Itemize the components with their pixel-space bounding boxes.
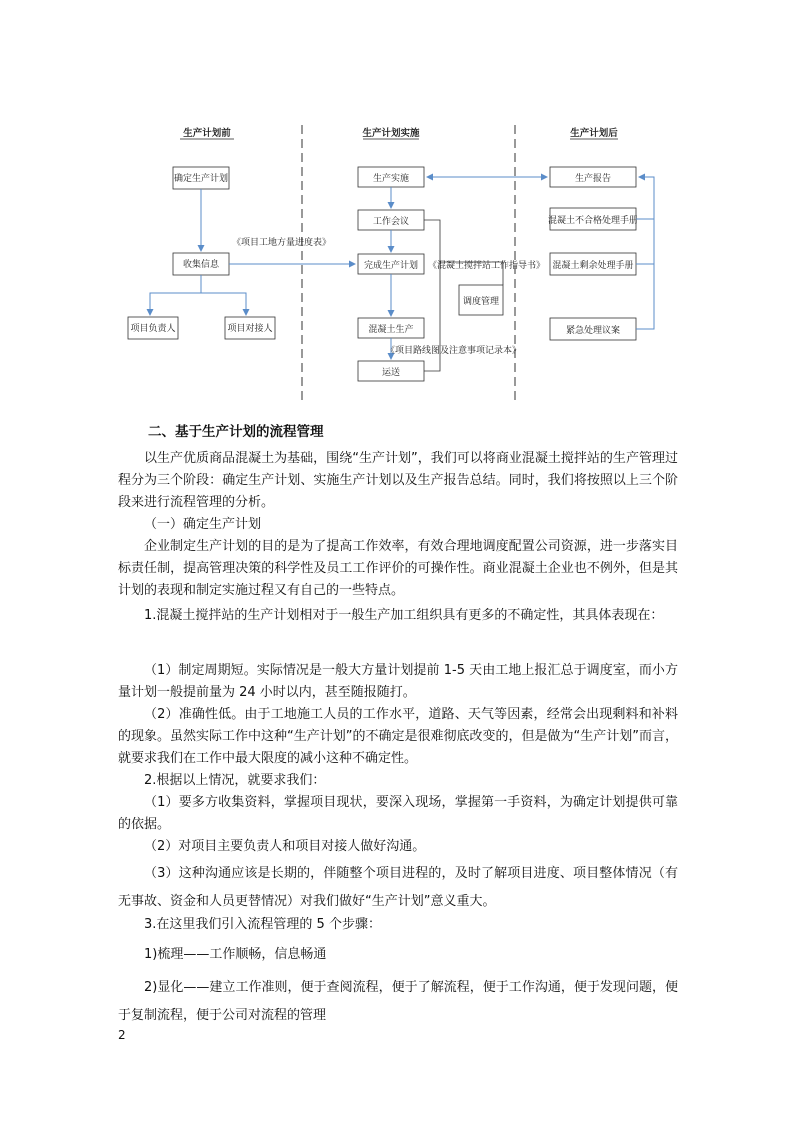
box-work-meeting-label: 工作会议 xyxy=(372,217,410,227)
paragraph: 1.混凝土搅拌站的生产计划相对于一般生产加工组织具有更多的不确定性，其具体表现在： xyxy=(144,608,664,623)
phase-before-header: 生产计划前 xyxy=(183,128,231,139)
box-production-exec-label: 生产实施 xyxy=(372,174,410,184)
label-progress-table: 《项目工地方量进度表》 xyxy=(232,238,332,248)
box-emergency-plan-label: 紧急处理议案 xyxy=(565,326,621,336)
box-complete-plan-label: 完成生产计划 xyxy=(363,261,419,271)
paragraph: （2）对项目主要负责人和项目对接人做好沟通。 xyxy=(144,839,426,854)
label-route-record: 《项目路线图及注意事项记录本》 xyxy=(386,346,522,356)
paragraph: （3）这种沟通应该是长期的，伴随整个项目进程的，及时了解项目进度、项目整体情况（有无事故、资金和人员更替情况）对我们做好“生产计划”意义重大。 xyxy=(118,866,678,909)
production-flow-diagram xyxy=(0,0,794,410)
paragraph: 3.在这里我们引入流程管理的 5 个步骤： xyxy=(144,917,381,932)
section-heading: 二、基于生产计划的流程管理 xyxy=(148,424,324,440)
paragraph: （1）制定周期短。实际情况是一般大方量计划提前 1-5 天由工地上报汇总于调度室，而小方量计划一般提前量为 24 小时以内，甚至随报随打。 xyxy=(118,663,678,700)
phase-after-header: 生产计划后 xyxy=(570,128,618,139)
box-project-lead-label: 项目负责人 xyxy=(130,324,176,334)
box-collect-info-label: 收集信息 xyxy=(182,260,220,270)
phase-during-header: 生产计划实施 xyxy=(362,128,420,139)
box-nonconforming-manual-label: 混凝土不合格处理手册 xyxy=(547,216,639,226)
box-transport-label: 运送 xyxy=(381,368,401,378)
box-dispatch-label: 调度管理 xyxy=(462,297,500,307)
box-confirm-plan-label: 确定生产计划 xyxy=(173,174,229,184)
paragraph: 以生产优质商品混凝土为基础，围绕“生产计划”，我们可以将商业混凝土搅拌站的生产管理过程分为三个阶段：确定生产计划、实施生产计划以及生产报告总结。同时，我们将按照以上三个阶段来进行流程管理的分析。 xyxy=(118,451,678,510)
paragraph: （1）要多方收集资料，掌握项目现状，要深入现场，掌握第一手资料，为确定计划提供可靠的依据。 xyxy=(118,795,678,832)
box-project-contact-label: 项目对接人 xyxy=(227,324,273,334)
paragraph: 2.根据以上情况，就要求我们： xyxy=(144,773,326,788)
page-number: 2 xyxy=(118,1028,126,1042)
label-station-guide: 《混凝土搅拌站工作指导书》 xyxy=(428,261,546,271)
paragraph: 2)显化——建立工作准则，便于查阅流程，便于了解流程，便于工作沟通，便于发现问题，便于复制流程，便于公司对流程的管理 xyxy=(118,980,678,1023)
box-surplus-manual-label: 混凝土剩余处理手册 xyxy=(552,261,634,271)
box-production-report-label: 生产报告 xyxy=(574,174,612,184)
subsection-heading: （一）确定生产计划 xyxy=(144,517,262,532)
paragraph: 企业制定生产计划的目的是为了提高工作效率，有效合理地调度配置公司资源，进一步落实目标责任制，提高管理决策的科学性及员工工作评价的可操作性。商业混凝土企业也不例外，但是其计划的表现和制定实施过程又有自己的一些特点。 xyxy=(118,539,678,598)
box-concrete-production-label: 混凝土生产 xyxy=(368,325,414,335)
paragraph: 1)梳理——工作顺畅，信息畅通 xyxy=(144,947,327,962)
paragraph: （2）准确性低。由于工地施工人员的工作水平，道路、天气等因素，经常会出现剩料和补料的现象。虽然实际工作中这种“生产计划”的不确定是很难彻底改变的，但是做为“生产计划”而言，就要求我们在工作中最大限度的减小这种不确定性。 xyxy=(118,707,678,766)
